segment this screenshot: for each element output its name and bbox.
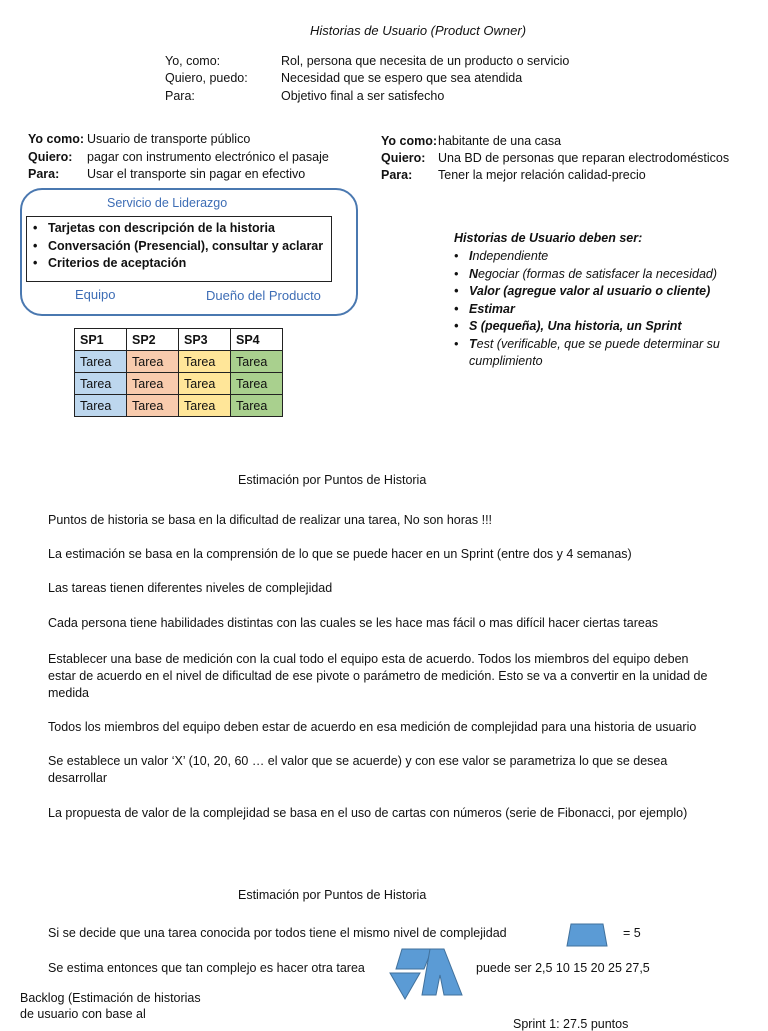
task-cell: Tarea xyxy=(231,373,283,395)
invest-text: ndependiente xyxy=(472,249,549,263)
leadership-item: • Conversación (Presencial), consultar y aclarar xyxy=(30,238,331,256)
compare-task-text: Se estima entonces que tan complejo es hacer otra tarea xyxy=(48,961,365,975)
invest-item: • Valor (agregue valor al usuario o cliente) xyxy=(451,283,751,301)
leadership-item: • Criterios de aceptación xyxy=(30,255,331,273)
leadership-title: Servicio de Liderazgo xyxy=(107,196,228,210)
invest-letter: I xyxy=(469,249,473,263)
task-cell: Tarea xyxy=(75,373,127,395)
sprint-header-row xyxy=(75,329,283,351)
right-para-value: Tener la mejor relación calidad-precio xyxy=(438,168,646,182)
paragraph: Las tareas tienen diferentes niveles de complejidad xyxy=(48,581,333,595)
page-title: Historias de Usuario (Product Owner) xyxy=(310,23,527,38)
sprint-row xyxy=(75,351,283,373)
team-label: Equipo xyxy=(75,287,116,302)
task-cell: Tarea xyxy=(127,373,179,395)
task-cell: Tarea xyxy=(75,351,127,373)
task-cell: Tarea xyxy=(127,395,179,417)
invest-text: est (verificable, que se puede determinar su cumplimiento xyxy=(469,336,720,368)
left-para-value: Usar el transporte sin pagar en efectivo xyxy=(87,167,306,181)
invest-item xyxy=(451,336,751,371)
right-yo-value: habitante de una casa xyxy=(438,134,562,148)
right-yo-label: Yo como: xyxy=(381,134,438,148)
left-para-label: Para: xyxy=(28,167,60,181)
left-quiero-value: pagar con instrumento electrónico el pasaje xyxy=(87,150,329,164)
leadership-card xyxy=(26,216,332,282)
invest-list xyxy=(451,248,751,371)
leadership-list xyxy=(30,220,331,273)
product-owner-label: Dueño del Producto xyxy=(206,288,321,303)
task-cell: Tarea xyxy=(231,351,283,373)
template-value-quiero: Necesidad que se espero que sea atendida xyxy=(281,71,523,85)
sprint-header: SP3 xyxy=(179,329,231,351)
invest-letter: T xyxy=(469,336,477,351)
other-task-shapes xyxy=(386,947,464,1001)
sprint-header: SP4 xyxy=(231,329,283,351)
paragraph: La estimación se basa en la comprensión de lo que se puede hacer en un Sprint (entre dos y 4 semanas) xyxy=(48,547,632,561)
right-quiero-label: Quiero: xyxy=(381,151,426,165)
task-cell: Tarea xyxy=(75,395,127,417)
task-cell: Tarea xyxy=(179,373,231,395)
equals-value: = 5 xyxy=(623,926,641,940)
sprint-row xyxy=(75,373,283,395)
task-cell: Tarea xyxy=(179,395,231,417)
invest-title: Historias de Usuario deben ser: xyxy=(454,231,643,245)
sprint-table xyxy=(74,328,283,417)
sprint-header: SP2 xyxy=(127,329,179,351)
sprint-points: Sprint 1: 27.5 puntos xyxy=(513,1017,629,1031)
sprint-header: SP1 xyxy=(75,329,127,351)
paragraph: La propuesta de valor de la complejidad se basa en el uso de cartas con números (serie de Fibonacci, por ejemplo) xyxy=(48,806,688,820)
right-quiero-value: Una BD de personas que reparan electrodomésticos xyxy=(438,151,730,165)
task-cell: Tarea xyxy=(127,351,179,373)
invest-text: egociar (formas de satisfacer la necesidad) xyxy=(478,266,718,281)
invest-item xyxy=(451,248,751,266)
template-value-yo: Rol, persona que necesita de un producto o servicio xyxy=(281,54,570,68)
task-cell: Tarea xyxy=(231,395,283,417)
paragraph: Establecer una base de medición con la cual todo el equipo esta de acuerdo. Todos los miembros del equipo deben estar de acuerdo en el nivel de dificultad de ese pivote o parámetro de medición. Esto se va a convertir en la unidad de medida xyxy=(48,652,708,700)
paragraph: Cada persona tiene habilidades distintas con las cuales se les hace mas fácil o mas difícil hacer ciertas tareas xyxy=(48,616,659,630)
possible-values: puede ser 2,5 10 15 20 25 27,5 xyxy=(476,961,650,975)
reference-task-text: Si se decide que una tarea conocida por todos tiene el mismo nivel de complejidad xyxy=(48,926,507,940)
left-yo-label: Yo como: xyxy=(28,132,85,146)
estimation-title-2: Estimación por Puntos de Historia xyxy=(238,888,427,902)
paragraph: Se establece un valor ‘X’ (10, 20, 60 … el valor que se acuerde) y con ese valor se parametriza lo que se desea desarrollar xyxy=(48,754,668,785)
left-quiero-label: Quiero: xyxy=(28,150,73,164)
template-label-quiero: Quiero, puedo: xyxy=(165,71,248,85)
invest-item: • S (pequeña), Una historia, un Sprint xyxy=(451,318,751,336)
reference-task-shape xyxy=(566,923,608,947)
template-value-para: Objetivo final a ser satisfecho xyxy=(281,89,445,103)
triangle-shape xyxy=(390,973,420,999)
backlog-caption: Backlog (Estimación de historias de usuario con base al xyxy=(20,991,201,1021)
leadership-item: • Tarjetas con descripción de la historia xyxy=(30,220,331,238)
invest-letter: N xyxy=(469,266,479,281)
estimation-title: Estimación por Puntos de Historia xyxy=(238,473,427,487)
template-label-yo: Yo, como: xyxy=(165,54,221,68)
trapezoid-shape xyxy=(567,924,607,946)
paragraph: Todos los miembros del equipo deben estar de acuerdo en esa medición de complejidad para una historia de usuario xyxy=(48,720,697,734)
right-para-label: Para: xyxy=(381,168,413,182)
task-cell: Tarea xyxy=(179,351,231,373)
template-label-para: Para: xyxy=(165,89,195,103)
invest-item xyxy=(451,266,751,284)
sprint-row xyxy=(75,395,283,417)
invest-item: • Estimar xyxy=(451,301,751,319)
left-yo-value: Usuario de transporte público xyxy=(87,132,251,146)
paragraph: Puntos de historia se basa en la dificultad de realizar una tarea, No son horas !!! xyxy=(48,513,493,527)
